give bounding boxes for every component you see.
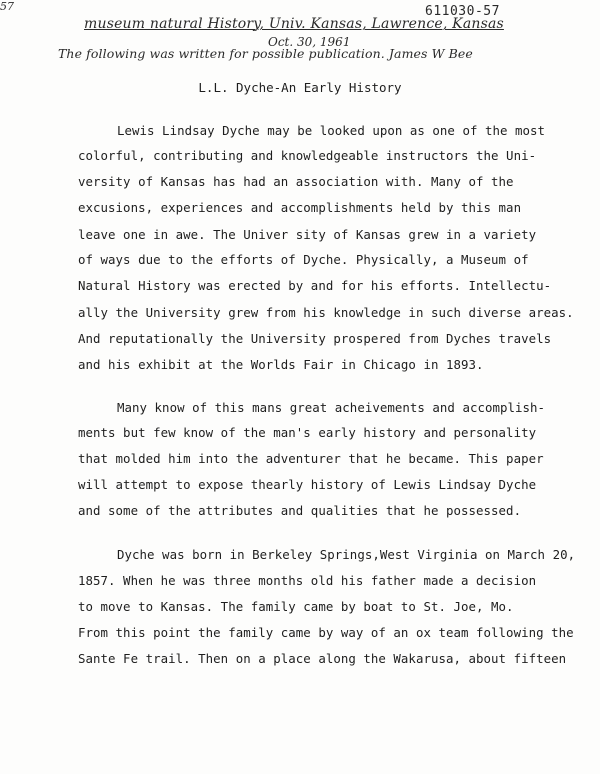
text-line: of ways due to the efforts of Dyche. Physically, a Museum of	[78, 252, 529, 267]
handwritten-date: Oct. 30, 1961	[268, 35, 351, 49]
text-line: to move to Kansas. The family came by boat to St. Joe, Mo.	[78, 599, 514, 614]
text-line: leave one in awe. The Univer sity of Kansas grew in a variety	[78, 227, 537, 242]
handwritten-source-note: museum natural History, Univ. Kansas, Lawrence, Kansas	[84, 16, 504, 32]
text-line: Many know of this mans great acheivements and accomplish-	[117, 400, 546, 415]
text-line: Lewis Lindsay Dyche may be looked upon as one of the most	[117, 123, 546, 138]
text-line: From this point the family came by way of an ox team following the	[78, 625, 574, 640]
text-line: And reputationally the University prospered from Dyches travels	[78, 331, 552, 346]
document-title: L.L. Dyche-An Early History	[198, 80, 402, 95]
text-line: ally the University grew from his knowledge in such diverse areas.	[78, 305, 574, 320]
text-line: and some of the attributes and qualities that he possessed.	[78, 503, 522, 518]
text-line: ments but few know of the man's early history and personality	[78, 425, 537, 440]
text-line: Sante Fe trail. Then on a place along the Wakarusa, about fifteen	[78, 651, 567, 666]
text-line: Natural History was erected by and for his efforts. Intellectu-	[78, 278, 552, 293]
text-line: that molded him into the adventurer that he became. This paper	[78, 451, 544, 466]
text-line: colorful, contributing and knowledgeable instructors the Uni-	[78, 148, 537, 163]
text-line: excusions, experiences and accomplishments held by this man	[78, 200, 522, 215]
margin-page-mark: 57	[0, 0, 14, 13]
text-line: 1857. When he was three months old his father made a decision	[78, 573, 537, 588]
handwritten-publication-note: The following was written for possible publication. James W Bee	[58, 46, 473, 61]
document-id-stamp: 611030-57	[425, 4, 500, 19]
text-line: and his exhibit at the Worlds Fair in Chicago in 1893.	[78, 357, 484, 372]
text-line: Dyche was born in Berkeley Springs,West Virginia on March 20,	[117, 547, 576, 562]
text-line: versity of Kansas has had an association with. Many of the	[78, 174, 514, 189]
text-line: will attempt to expose thearly history of Lewis Lindsay Dyche	[78, 477, 537, 492]
